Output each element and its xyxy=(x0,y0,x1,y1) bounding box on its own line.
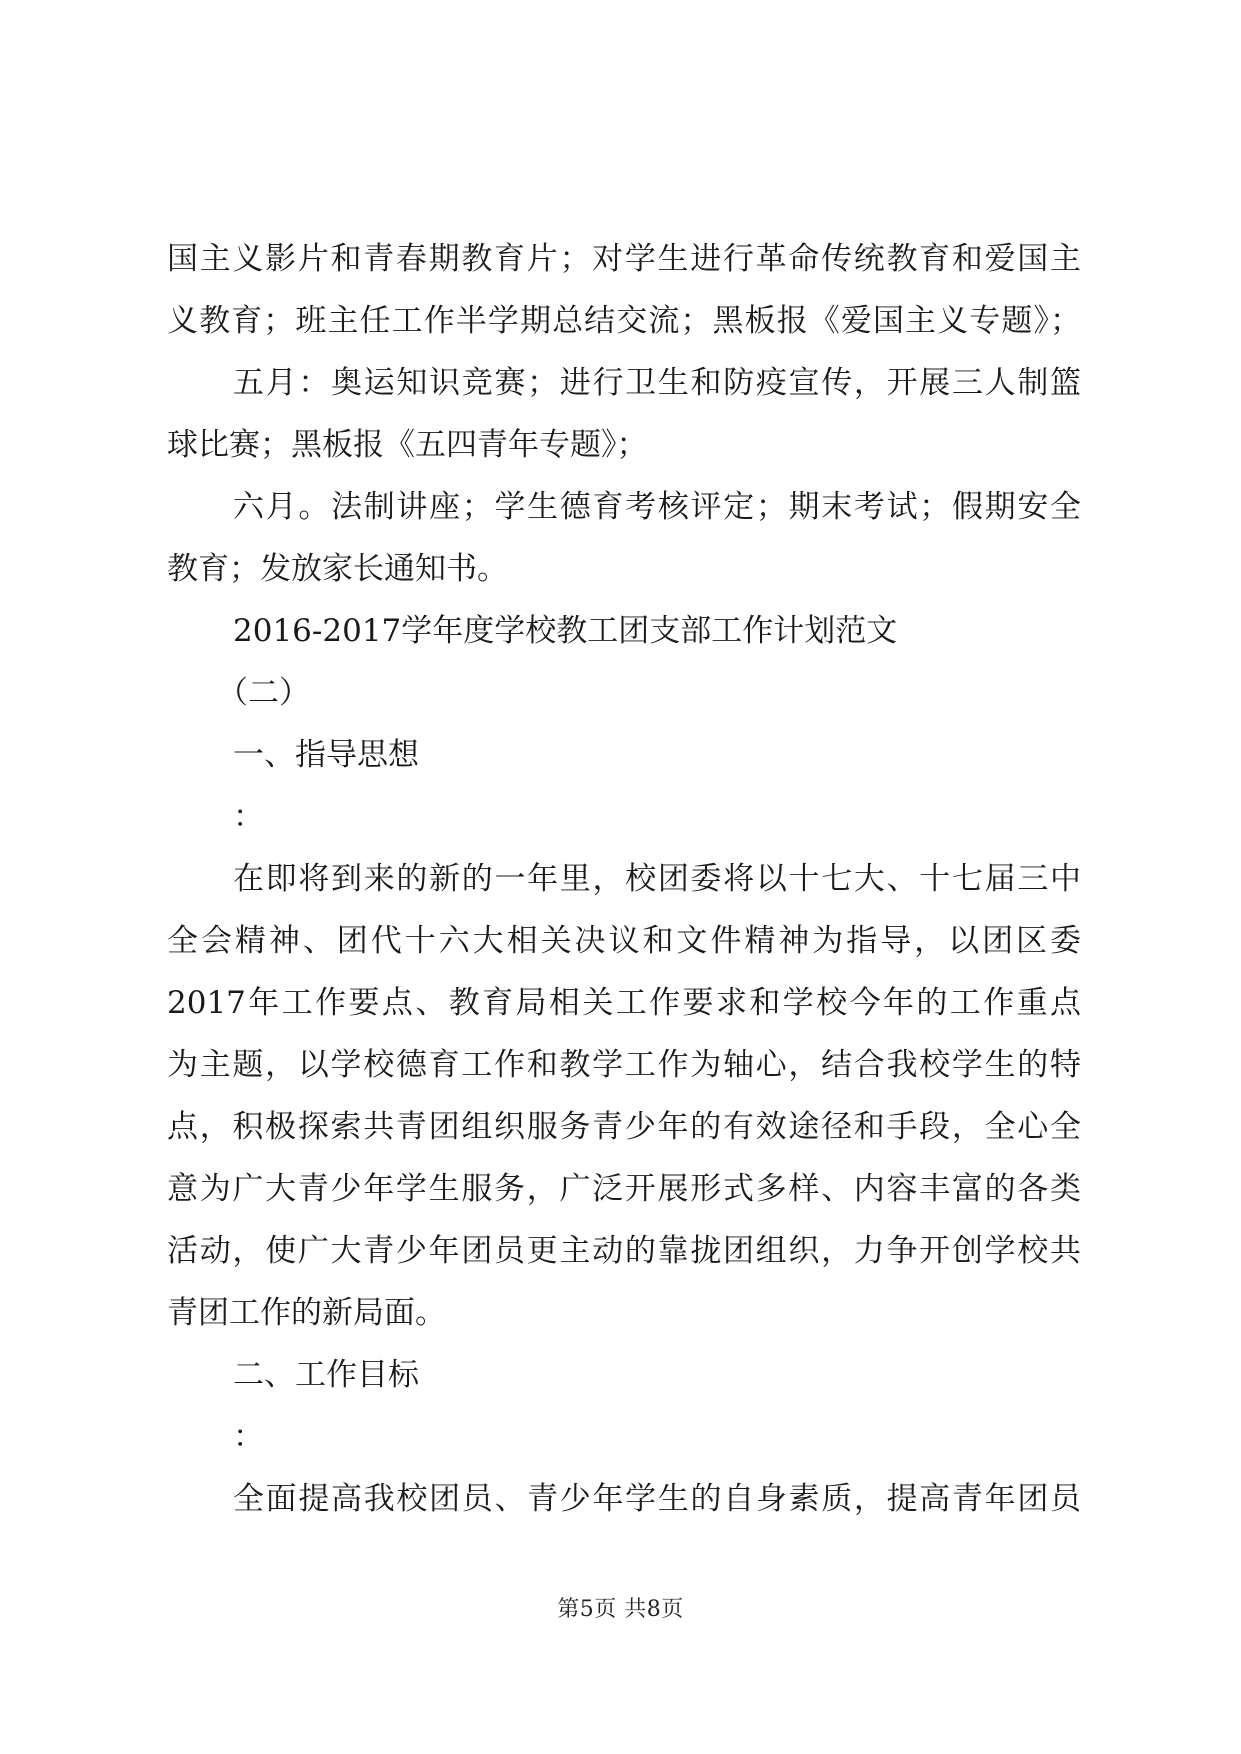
page-footer: 第5页 共8页 xyxy=(557,1597,684,1622)
text-line: 2017年工作要点、教育局相关工作要求和学校今年的工作重点 xyxy=(167,985,1081,1021)
text-line: 教育；发放家长通知书。 xyxy=(167,551,508,587)
text-line: 球比赛；黑板报《五四青年专题》； xyxy=(167,427,648,463)
document-body xyxy=(167,228,1081,1530)
text-line: 六月。法制讲座；学生德育考核评定；期末考试；假期安全 xyxy=(233,489,1081,525)
text-line: ： xyxy=(233,1419,264,1455)
text-line: 意为广大青少年学生服务，广泛开展形式多样、内容丰富的各类 xyxy=(167,1171,1081,1207)
text-line: 活动，使广大青少年团员更主动的靠拢团组织，力争开创学校共 xyxy=(167,1233,1081,1269)
text-line: 青团工作的新局面。 xyxy=(167,1295,446,1331)
text-line: 为主题，以学校德育工作和教学工作为轴心，结合我校学生的特 xyxy=(167,1047,1081,1083)
heading-work-goals: 二、工作目标 xyxy=(233,1357,419,1393)
text-line: 在即将到来的新的一年里，校团委将以十七大、十七届三中 xyxy=(233,861,1081,897)
text-line: 点，积极探索共青团组织服务青少年的有效途径和手段，全心全 xyxy=(167,1109,1081,1145)
text-line: ： xyxy=(233,799,264,835)
text-line: 全会精神、团代十六大相关决议和文件精神为指导，以团区委 xyxy=(167,923,1081,959)
text-line: 五月：奥运知识竞赛；进行卫生和防疫宣传，开展三人制篮 xyxy=(233,365,1081,401)
text-line: 国主义影片和青春期教育片；对学生进行革命传统教育和爱国主 xyxy=(167,241,1081,277)
heading-guiding-ideology: 一、指导思想 xyxy=(233,737,419,773)
section-number: （二） xyxy=(217,675,310,711)
text-line: 全面提高我校团员、青少年学生的自身素质，提高青年团员 xyxy=(233,1481,1081,1517)
text-line: 义教育；班主任工作半学期总结交流；黑板报《爱国主义专题》； xyxy=(167,303,1081,339)
section-title: 2016-2017学年度学校教工团支部工作计划范文 xyxy=(233,613,898,649)
